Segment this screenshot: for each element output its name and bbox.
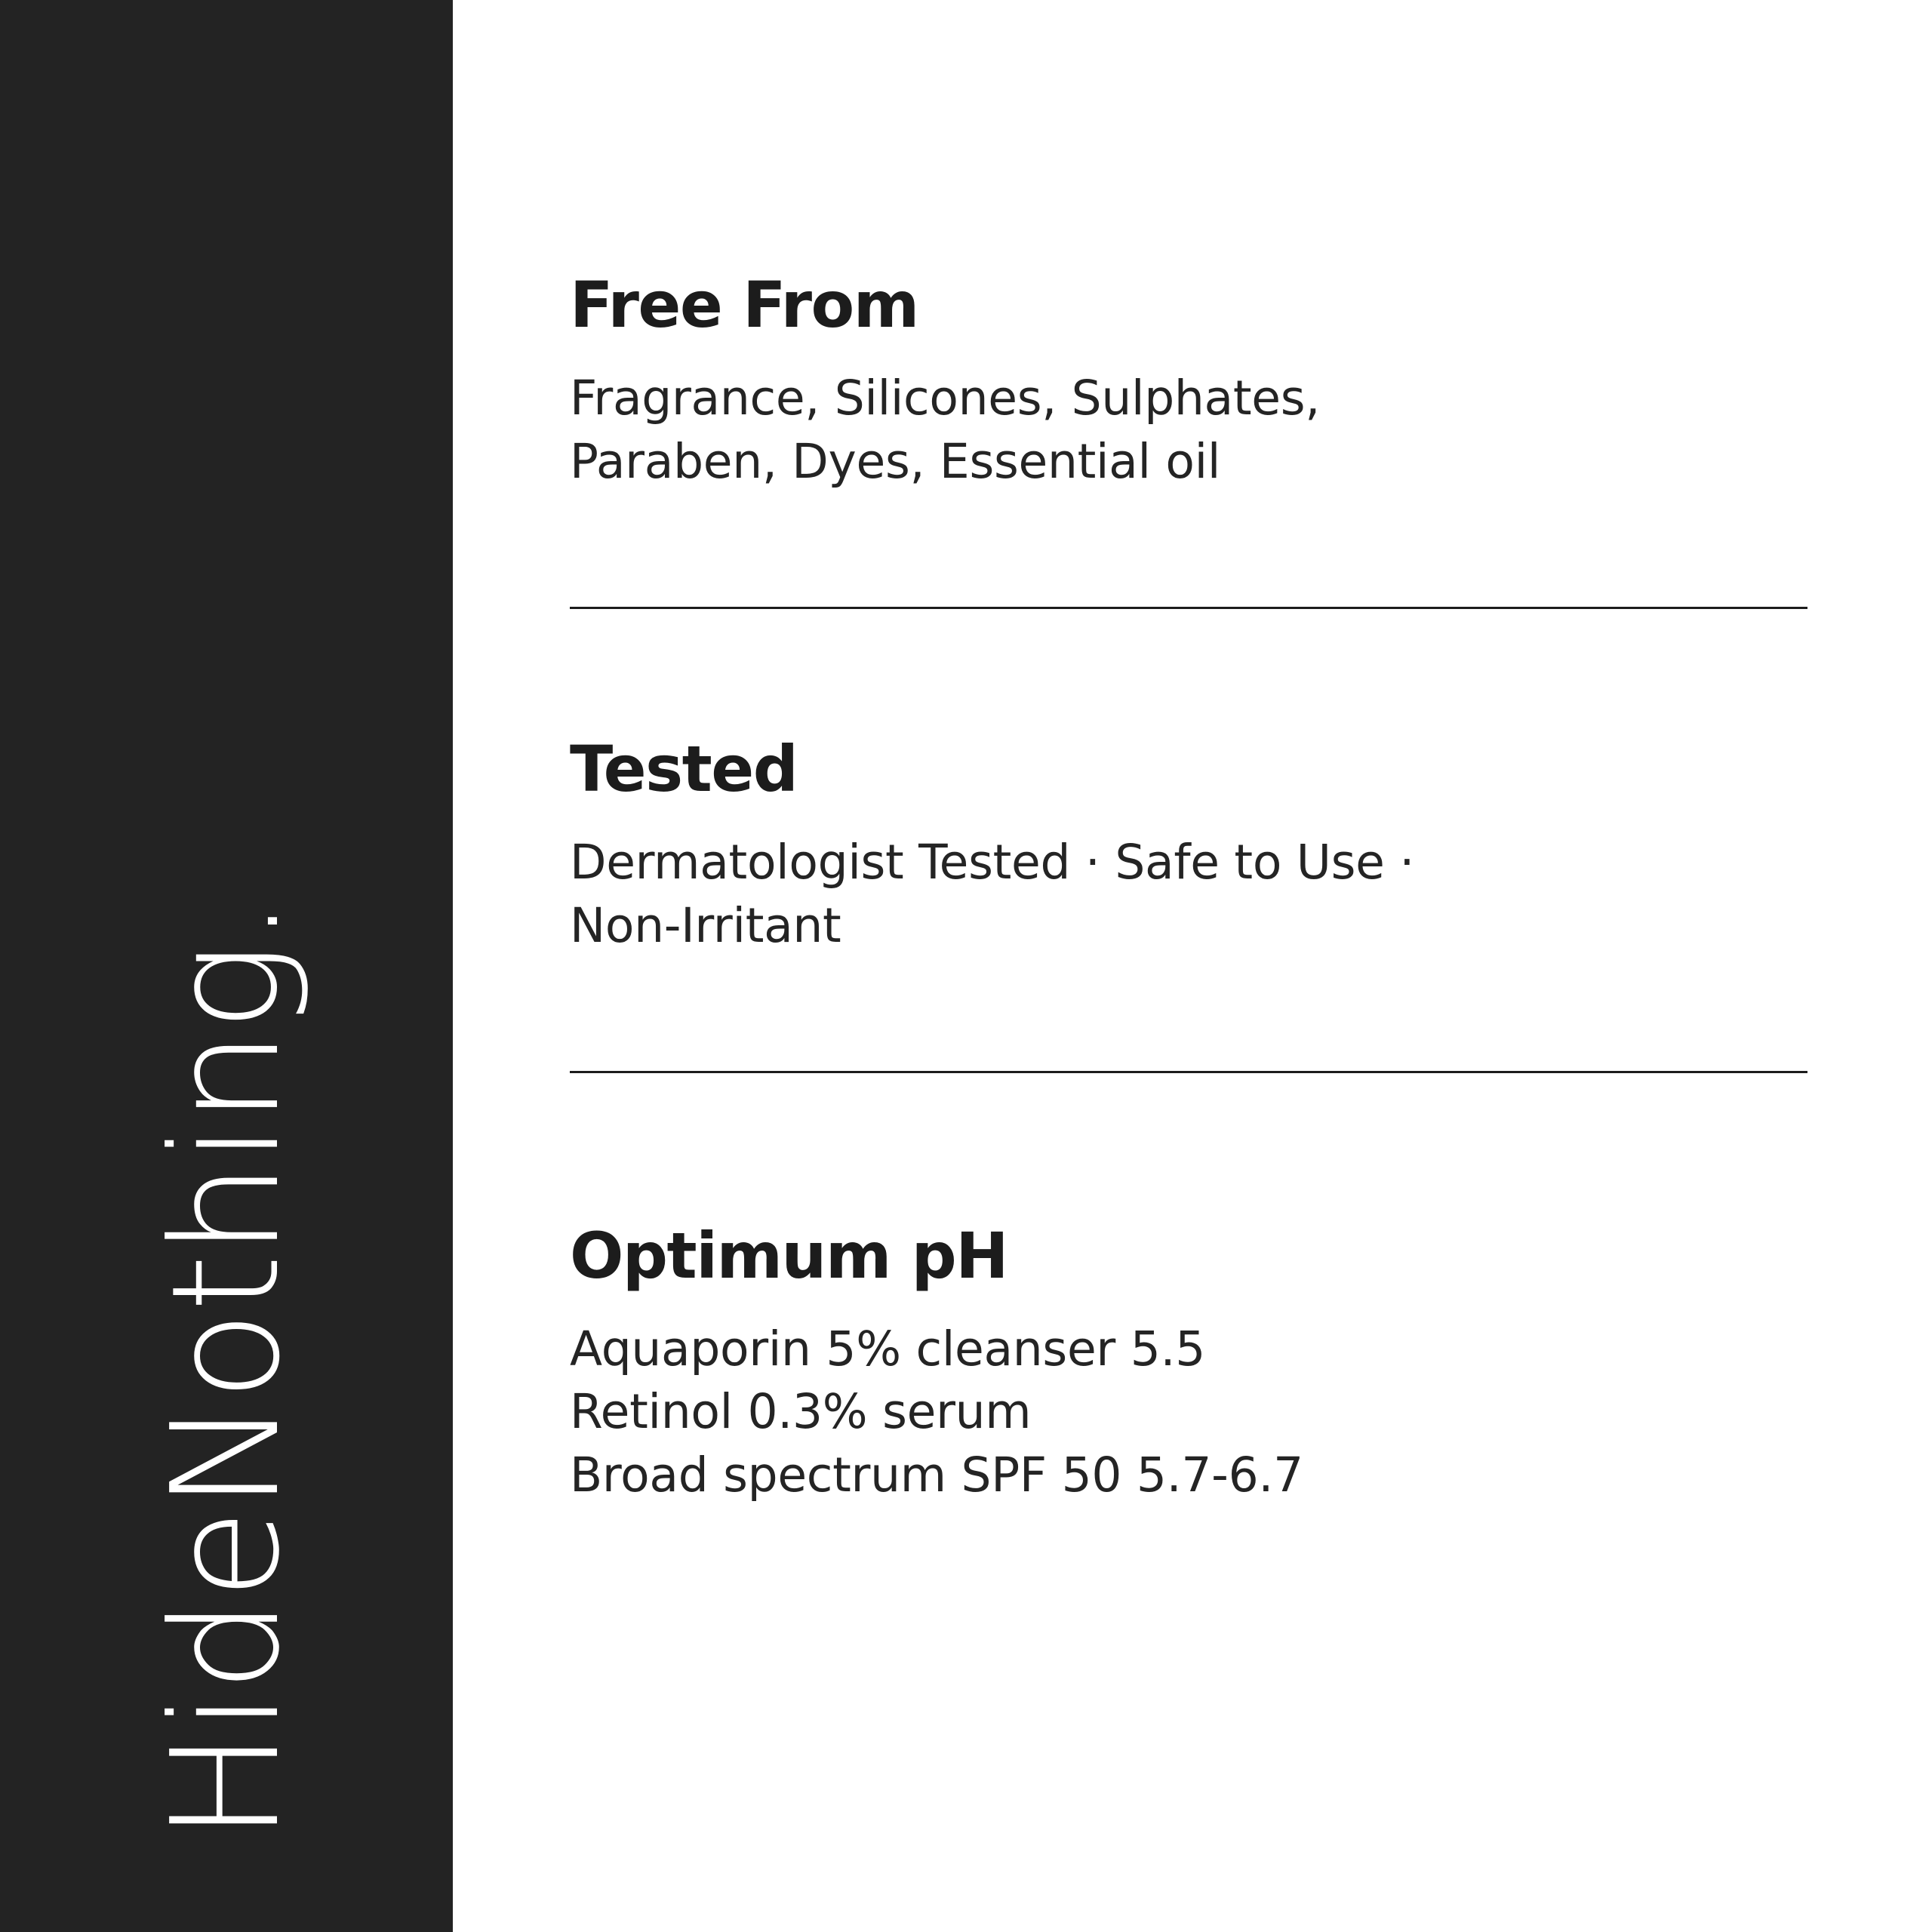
- section-free-from: [570, 268, 1807, 494]
- section-tested: [570, 731, 1807, 958]
- tested-line-1: Dermatologist Tested · Safe to Use ·: [570, 834, 1415, 890]
- section-body-optimum-ph: [570, 1318, 1807, 1507]
- section-body-free-from: [570, 367, 1807, 494]
- section-optimum-ph: [570, 1218, 1807, 1508]
- section-body-tested: [570, 831, 1807, 958]
- optimum-ph-line-3: Broad spectrum SPF 50 5.7-6.7: [570, 1447, 1303, 1503]
- brand-wordmark-rotator: [0, 0, 453, 1932]
- free-from-line-2: Paraben, Dyes, Essential oil: [570, 433, 1221, 489]
- info-content: [453, 0, 1932, 1932]
- section-title-optimum-ph: Optimum pH: [570, 1218, 1008, 1293]
- section-title-free-from: Free From: [570, 268, 918, 342]
- brand-sidebar: [0, 0, 453, 1932]
- brand-wordmark: HideNothing.: [140, 898, 312, 1841]
- free-from-line-1: Fragrance, Silicones, Sulphates,: [570, 371, 1320, 426]
- tested-line-2: Non-Irritant: [570, 897, 841, 953]
- section-title-tested: Tested: [570, 731, 798, 806]
- optimum-ph-line-1: Aquaporin 5% cleanser 5.5: [570, 1321, 1206, 1377]
- optimum-ph-line-2: Retinol 0.3% serum: [570, 1384, 1032, 1440]
- top-spacer: [570, 0, 1807, 272]
